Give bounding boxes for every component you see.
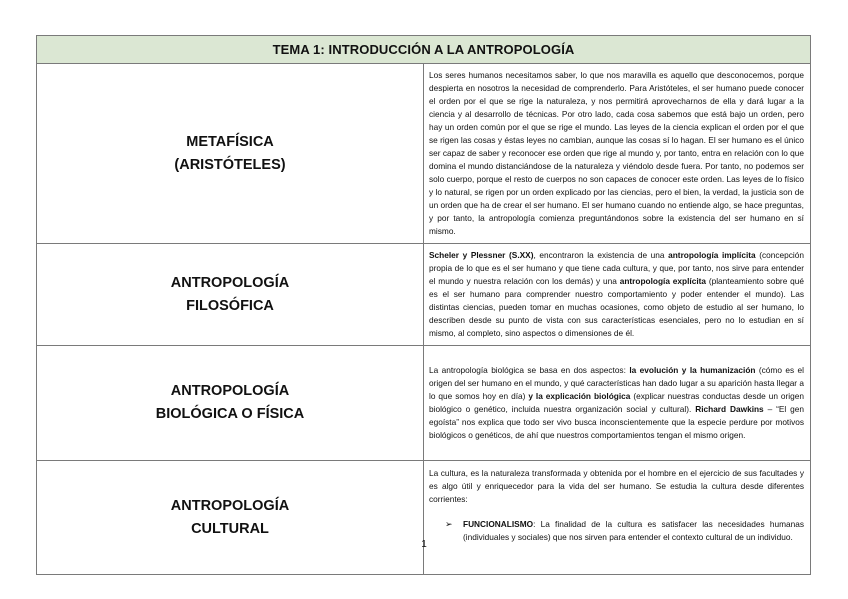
table-title: TEMA 1: INTRODUCCIÓN A LA ANTROPOLOGÍA [37, 36, 811, 64]
text-span: (concepción propia de lo que es el ser humano y que tiene cada cultura, y que, por tanto, nos sirve para entender el mundo y nuestra relación con los demás) y una [429, 250, 804, 286]
label-line-1: ANTROPOLOGÍA [170, 383, 290, 399]
row-content [424, 244, 811, 346]
text-span: (explicar nuestras conductas desde un origen biológico o genético, incluida nuestra organización social y cultural). [429, 391, 804, 414]
table-row-antropologia-biologica [37, 346, 811, 461]
text-span: La antropología biológica se basa en dos aspectos: [429, 365, 630, 375]
row-label [37, 461, 424, 575]
label-line-1: ANTROPOLOGÍA [170, 497, 290, 514]
arrow-bullet-icon: ➢ [445, 519, 453, 529]
row-label [37, 64, 424, 244]
text-span: , encontraron la existencia de una [533, 250, 669, 260]
bold-text: FUNCIONALISMO [463, 519, 534, 529]
bold-text: Richard Dawkins [695, 404, 764, 414]
title-row [37, 36, 811, 64]
row-content [424, 64, 811, 244]
table-row-metafisica [37, 64, 811, 244]
row-label [37, 346, 424, 461]
table-row-antropologia-filosofica [37, 244, 811, 346]
label-line-2: BIOLÓGICA O FÍSICA [155, 406, 305, 422]
paragraph [429, 249, 804, 340]
text-span: (planteamiento sobre qué es el ser humano para comprender nuestro comportamiento y poder entender el mundo). Las distintas ciencias, pueden tomar en muchas ocasiones, como objeto de estudio al ser humano, lo describen desde su punto de vista con sus características esenciales, pero no lo estudian en sí mismo, al completo, sino aspectos o dimensiones de él. [429, 276, 804, 338]
row-label [37, 244, 424, 346]
text-span: (cómo es el origen del ser humano en el mundo, y qué características han dado lugar a su aparición hasta llegar a lo que somos hoy en día) [429, 365, 804, 401]
row-content [424, 346, 811, 461]
bold-text: antropología implícita [668, 250, 756, 260]
row-content [424, 461, 811, 575]
table-row-antropologia-cultural [37, 461, 811, 575]
text-span: – “El gen egoísta” nos explica que todo ser vivo busca inconscientemente que la especie perdure por motivos biológicos o genéticos, de ahí que nuestros comportamientos tengan el mismo origen. [429, 404, 804, 440]
label-line-2: (ARISTÓTELES) [174, 156, 286, 173]
label-line-1: ANTROPOLOGÍA [170, 274, 290, 291]
paragraph [429, 364, 804, 442]
topic-table [36, 35, 811, 575]
paragraph: La cultura, es la naturaleza transformada y obtenida por el hombre en el ejercicio de sus facultades y es algo útil y enriquecedor para la vida del ser humano. Se estudia la cultura desde diferentes corrientes: [429, 468, 804, 504]
page-number: 1 [421, 539, 427, 550]
text-span: : La finalidad de la cultura es satisfacer las necesidades humanas (individuales y sociales) que nos sirven para entender el contexto cultural de un individuo. [463, 519, 804, 542]
bold-text: antropología explícita [619, 276, 706, 286]
label-line-2: CULTURAL [191, 520, 269, 537]
bold-text: la evolución y la humanización [629, 365, 756, 375]
label-line-1: METAFÍSICA [186, 133, 274, 150]
paragraph: Los seres humanos necesitamos saber, lo que nos maravilla es aquello que desconocemos, porque despierta en nosotros la necesidad de comprenderlo. Para Aristóteles, el ser humano puede conocer el orden por el que se rige la naturaleza, y nos permitirá aprovecharnos de ella y dará lugar a la ciencia y al desarrollo de técnicas. Por otro lado, cada cosa sabemos que está bajo un orden, pero hay un orden común por el que se rige el mundo. Las leyes de la ciencia explican el orden por el que se rigen las cosas y éstas leyes no cambian, aunque las cosas sí lo hagan. El ser humano es el único ser capaz de saber y reconocer ese orden que rige al mundo y, por tanto, entra en relación con lo que domina el mundo distanciándose de la naturaleza y viéndolo desde fuera. Por tanto, no podemos ser solo cuerpo, porque el resto de cuerpos no son capaces de conocer este orden. Las leyes de lo físico y lo natural, se rigen por un orden explicado por las ciencias, pero el bien, la verdad, la justicia son de un orden que ha de crear el ser humano. El ser humano cuando no entiende algo, se hace preguntas, y por tanto, la antropología comienza preguntándonos sobre la existencia del ser humano en sí mismo. [429, 70, 804, 236]
label-line-2: FILOSÓFICA [186, 297, 274, 314]
bold-text: y la explicación biológica [528, 391, 631, 401]
bold-text: Scheler y Plessner (S.XX) [429, 250, 534, 260]
